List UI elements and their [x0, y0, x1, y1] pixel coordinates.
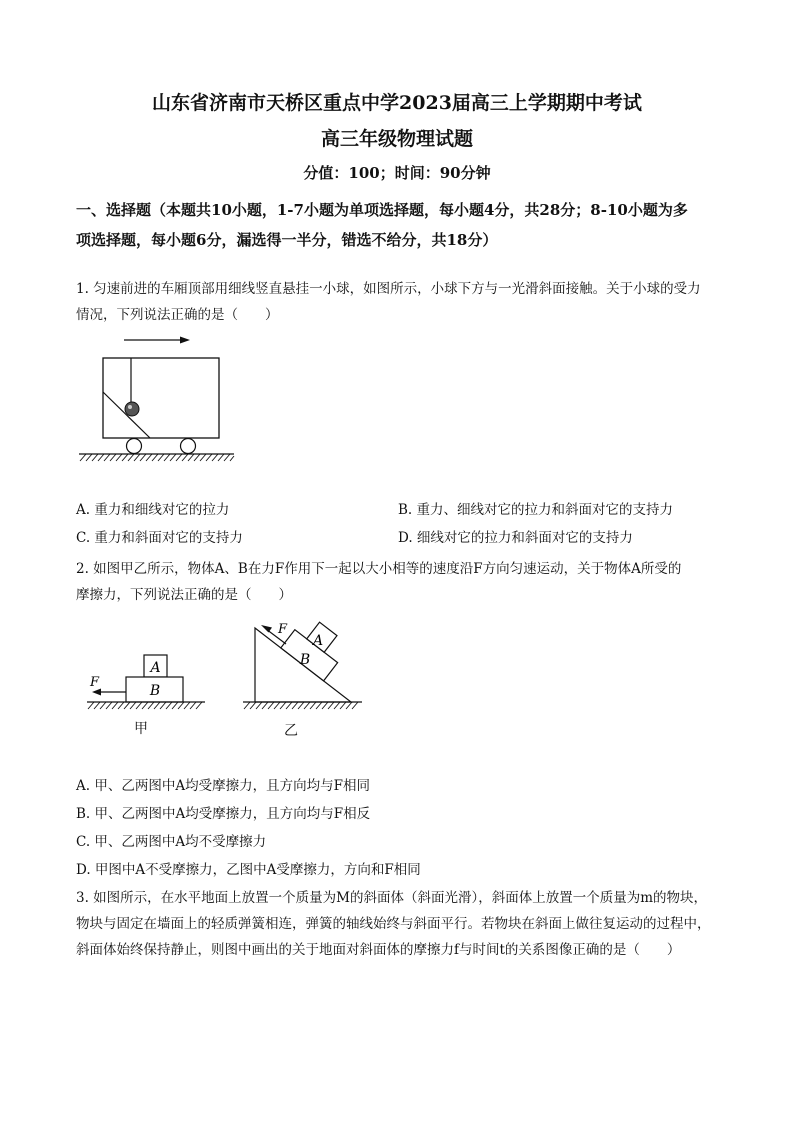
- q1-wheel-right: [181, 439, 196, 454]
- q2-stem-line1: 2. 如图甲乙所示，物体A、B在力F作用下一起以大小相等的速度沿F方向匀速运动，关于物体A所受的: [76, 561, 682, 577]
- q2-option-a[interactable]: A. 甲、乙两图中A均受摩擦力，且方向均与F相同: [76, 778, 370, 794]
- q2-option-b[interactable]: B. 甲、乙两图中A均受摩擦力，且方向均与F相反: [76, 806, 371, 822]
- q1-figure-cart: [74, 330, 244, 465]
- q1-option-a[interactable]: A. 重力和细线对它的拉力: [76, 502, 230, 518]
- q3-stem-line2: 物块与固定在墙面上的轻质弹簧相连，弹簧的轴线始终与斜面平行。若物块在斜面上做往复运动的过程中，: [76, 916, 711, 932]
- q1-car-body: [103, 358, 219, 438]
- q1-arrow-head: [180, 337, 190, 344]
- q2-caption-yi: 乙: [284, 723, 298, 739]
- q2-yi-arrow-head: [261, 625, 272, 633]
- exam-subtitle: 高三年级物理试题: [320, 128, 473, 150]
- q1-option-c[interactable]: C. 重力和斜面对它的支持力: [76, 530, 243, 546]
- q2-yi-label-b: B: [299, 652, 311, 668]
- q3-stem-line1: 3. 如图所示，在水平地面上放置一个质量为M的斜面体（斜面光滑），斜面体上放置一个质量为m的物块，: [76, 890, 708, 906]
- q1-stem: [76, 276, 738, 328]
- score-time: 分值：100；时间：90分钟: [303, 164, 491, 182]
- section-heading-line1: 一、选择题（本题共10小题，1-7小题为单项选择题，每小题4分，共28分；8-10小题为多: [76, 201, 688, 219]
- q1-wheel-left: [127, 439, 142, 454]
- q2-yi-label-f: F: [278, 622, 288, 637]
- q2-jia-ground-hatch: [88, 702, 202, 709]
- q1-ball-highlight: [128, 405, 132, 409]
- q1-option-d[interactable]: D. 细线对它的拉力和斜面对它的支持力: [398, 530, 633, 546]
- exam-title: 山东省济南市天桥区重点中学2023届高三上学期期中考试: [152, 92, 642, 114]
- q2-caption-jia: 甲: [134, 721, 148, 737]
- q2-option-c[interactable]: C. 甲、乙两图中A均不受摩擦力: [76, 834, 267, 850]
- q3-stem-line3: 斜面体始终保持静止，则图中画出的关于地面对斜面体的摩擦力f与时间t的关系图像正确的是（ ）: [76, 942, 681, 958]
- q1-ground-hatch: [80, 454, 234, 461]
- q1-stem-line1: 1. 匀速前进的车厢顶部用细线竖直悬挂一小球，如图所示，小球下方与一光滑斜面接触。关于小球的受力: [76, 281, 701, 297]
- q2-jia-label-a: A: [150, 660, 161, 676]
- q2-yi-label-a: A: [312, 633, 324, 649]
- q2-stem: [76, 556, 738, 608]
- section-heading-line2: 项选择题，每小题6分，漏选得一半分，错选不给分，共18分）: [76, 231, 498, 249]
- q2-stem-line2: 摩擦力，下列说法正确的是（ ）: [76, 587, 292, 603]
- q2-option-d[interactable]: D. 甲图中A不受摩擦力，乙图中A受摩擦力，方向和F相同: [76, 862, 421, 878]
- q1-stem-line2: 情况，下列说法正确的是（ ）: [76, 307, 279, 323]
- q2-figure-yi: [238, 614, 368, 714]
- q3-stem: [76, 885, 738, 963]
- q1-ball: [125, 402, 139, 416]
- q2-jia-label-f: F: [90, 675, 100, 690]
- q2-figure-jia: [82, 648, 212, 713]
- q1-incline: [103, 392, 150, 438]
- section-heading: [76, 195, 736, 255]
- q1-option-b[interactable]: B. 重力、细线对它的拉力和斜面对它的支持力: [398, 502, 674, 518]
- q2-jia-label-b: B: [149, 683, 161, 699]
- q2-yi-ground-hatch: [244, 702, 358, 709]
